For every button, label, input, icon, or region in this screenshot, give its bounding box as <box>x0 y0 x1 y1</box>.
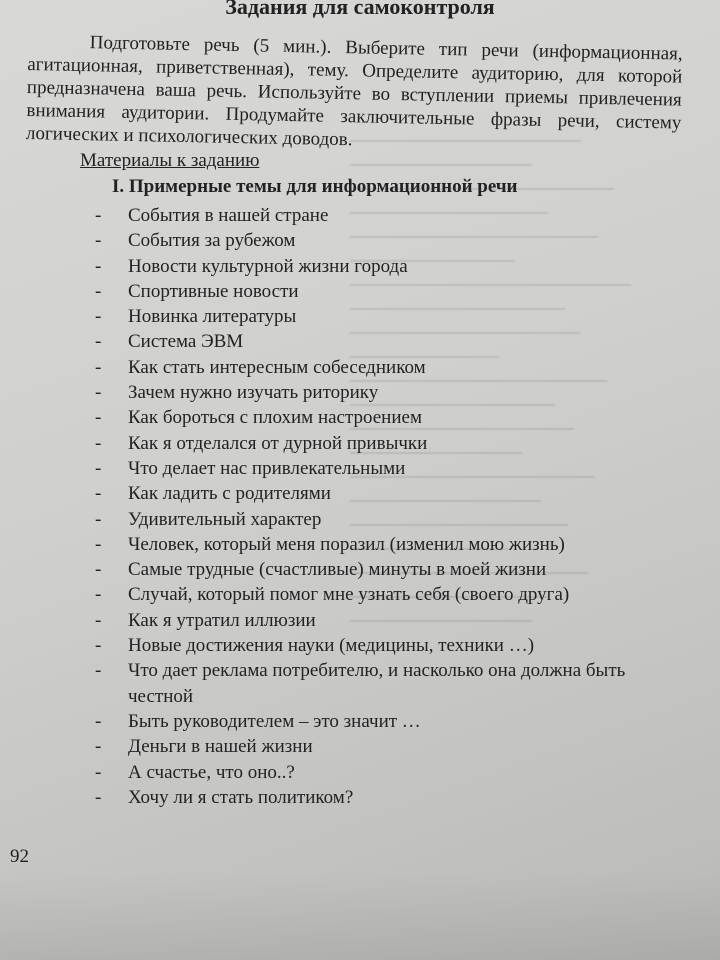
topic-text: Случай, который помог мне узнать себя (своего друга) <box>128 584 570 606</box>
assignment-text: Подготовьте речь (5 мин.). Выберите тип речи (информационная, агитационная, приветственная), тему. Определите аудиторию, для которой предназначена ваша речь. Используйте во вступлении приемы привлечения внимания аудитории. Продумайте заключительные фразы речи, систему логических и психологических доводов. <box>25 32 683 151</box>
dash-bullet: - <box>95 710 102 732</box>
page-shadow <box>0 870 720 960</box>
dash-bullet: - <box>95 660 102 682</box>
dash-bullet: - <box>95 609 102 631</box>
page-title: Задания для самоконтроля <box>225 0 495 19</box>
topic-text: Удивительный характер <box>128 508 322 530</box>
list-item <box>95 481 695 506</box>
dash-bullet: - <box>95 786 102 808</box>
list-item <box>95 507 695 532</box>
dash-bullet: - <box>95 457 102 479</box>
dash-bullet: - <box>95 306 102 328</box>
topic-text: Новинка литературы <box>128 306 297 328</box>
list-item <box>95 709 695 734</box>
topic-text: Новые достижения науки (медицины, техники …) <box>128 635 535 657</box>
dash-bullet: - <box>95 483 102 505</box>
list-item <box>95 608 695 633</box>
list-item <box>95 254 695 279</box>
list-item <box>95 380 695 405</box>
list-item <box>95 228 695 253</box>
list-item <box>95 557 695 582</box>
topic-text: Человек, который меня поразил (изменил мою жизнь) <box>128 533 565 555</box>
page-number: 92 <box>10 846 29 867</box>
dash-bullet: - <box>95 407 102 429</box>
section-title: I. Примерные темы для информационной речи <box>112 176 518 197</box>
topic-text: Самые трудные (счастливые) минуты в моей жизни <box>128 559 547 581</box>
topic-text: Как я отделался от дурной привычки <box>128 432 428 454</box>
topic-text: Как я утратил иллюзии <box>128 609 316 631</box>
dash-bullet: - <box>95 584 102 606</box>
dash-bullet: - <box>95 205 102 226</box>
list-item <box>95 405 695 430</box>
dash-bullet: - <box>95 559 102 581</box>
topic-text: События в нашей стране <box>128 205 329 226</box>
topic-text: События за рубежом <box>128 230 296 252</box>
list-item <box>95 329 695 354</box>
dash-bullet: - <box>95 761 102 783</box>
topic-text: Деньги в нашей жизни <box>128 736 313 758</box>
list-item <box>95 456 695 481</box>
dash-bullet: - <box>95 432 102 454</box>
list-item <box>95 760 695 785</box>
topic-text: Спортивные новости <box>128 280 299 302</box>
list-item <box>95 582 695 607</box>
topic-text: Хочу ли я стать политиком? <box>128 786 354 808</box>
dash-bullet: - <box>95 280 102 302</box>
dash-bullet: - <box>95 736 102 758</box>
topic-text: Как стать интересным собеседником <box>128 356 426 378</box>
dash-bullet: - <box>95 255 102 277</box>
dash-bullet: - <box>95 635 102 657</box>
dash-bullet: - <box>95 382 102 404</box>
materials-heading: Материалы к заданию <box>80 150 260 171</box>
list-item <box>95 785 695 810</box>
dash-bullet: - <box>95 533 102 555</box>
list-item <box>95 532 695 557</box>
list-item <box>95 279 695 304</box>
list-item <box>95 431 695 456</box>
list-item <box>95 304 695 329</box>
dash-bullet: - <box>95 508 102 530</box>
topic-text: Зачем нужно изучать риторику <box>128 382 379 404</box>
list-item <box>95 734 695 759</box>
list-item <box>95 658 695 709</box>
dash-bullet: - <box>95 356 102 378</box>
topic-text: Быть руководителем – это значит … <box>128 710 421 732</box>
topic-text: Новости культурной жизни города <box>128 255 408 277</box>
topic-text: Как ладить с родителями <box>128 483 331 505</box>
topic-text: Что делает нас привлекательными <box>128 457 406 479</box>
list-item <box>95 355 695 380</box>
topic-text: Что дает реклама потребителю, и насколько она должна быть честной <box>128 660 626 707</box>
dash-bullet: - <box>95 331 102 353</box>
topic-text: Система ЭВМ <box>128 331 244 353</box>
topic-text: Как бороться с плохим настроением <box>128 407 422 429</box>
dash-bullet: - <box>95 230 102 252</box>
topics-list <box>95 203 695 810</box>
list-item <box>95 633 695 658</box>
list-item <box>95 203 695 228</box>
topic-text: А счастье, что оно..? <box>128 761 295 783</box>
